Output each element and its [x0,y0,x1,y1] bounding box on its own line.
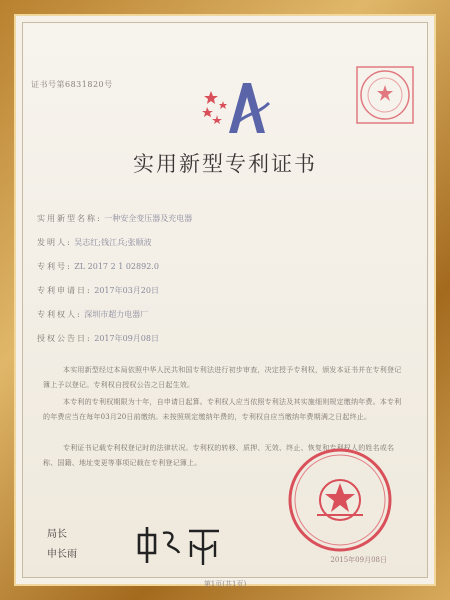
certificate-number: 证书号第6831820号 [31,80,113,89]
patentee-value: 深圳市超力电器厂 [84,310,149,319]
grant-date-value: 2017年09月08日 [94,334,159,343]
body-paragraph-3: 专利证书记载专利权登记时的法律状况。专利权的转移、质押、无效、终止、恢复和专利权人的姓名或名称、国籍、地址变更等事项记载在专利登记簿上。 [43,444,395,467]
inventor-row [37,237,152,248]
certificate-paper [22,22,428,588]
filing-date-label: 专利申请日: [37,286,92,295]
director-title: 局长 [47,529,67,540]
patent-number-row [37,261,159,272]
handwritten-signature-icon [133,523,223,569]
patentee-label: 专利权人: [37,310,82,319]
inventor-label: 发明人: [37,238,72,247]
inventor-value: 吴志红;钱江兵;张顺波 [74,238,152,247]
page-number: 第1页(共1页) [203,580,247,588]
filing-date-value: 2017年03月20日 [94,286,159,295]
certificate-title: 实用新型专利证书 [133,152,317,176]
grant-date-row [37,333,159,344]
sipo-logo-icon [193,73,283,143]
body-paragraph-1: 本实用新型经过本局依照中华人民共和国专利法进行初步审查，决定授予专利权，颁发本证书并在专利登记簿上予以登记。专利权自授权公告之日起生效。 [43,366,402,389]
grant-date-label: 授权公告日: [37,334,92,343]
director-name: 申长雨 [47,549,77,560]
patentee-row [37,309,148,320]
red-official-seal-icon [285,445,395,555]
small-red-seal-icon [353,63,417,127]
utility-model-name-value: 一种安全变压器及充电器 [104,214,193,223]
patent-number-value: ZL 2017 2 1 02892.0 [74,262,159,271]
body-paragraph-2: 本专利的专利权期限为十年，自申请日起算。专利权人应当依照专利法及其实施细则规定缴纳年费。本专利的年费应当在每年03月20日前缴纳。未按照规定缴纳年费的，专利权自应当缴纳年费期满之日起终止。 [43,398,402,421]
utility-model-name-label: 实用新型名称: [37,214,102,223]
filing-date-row [37,285,159,296]
seal-date: 2015年09月08日 [330,556,387,564]
certificate-inner-border [14,14,436,586]
patent-number-label: 专利号: [37,262,72,271]
utility-model-name-row [37,213,192,224]
